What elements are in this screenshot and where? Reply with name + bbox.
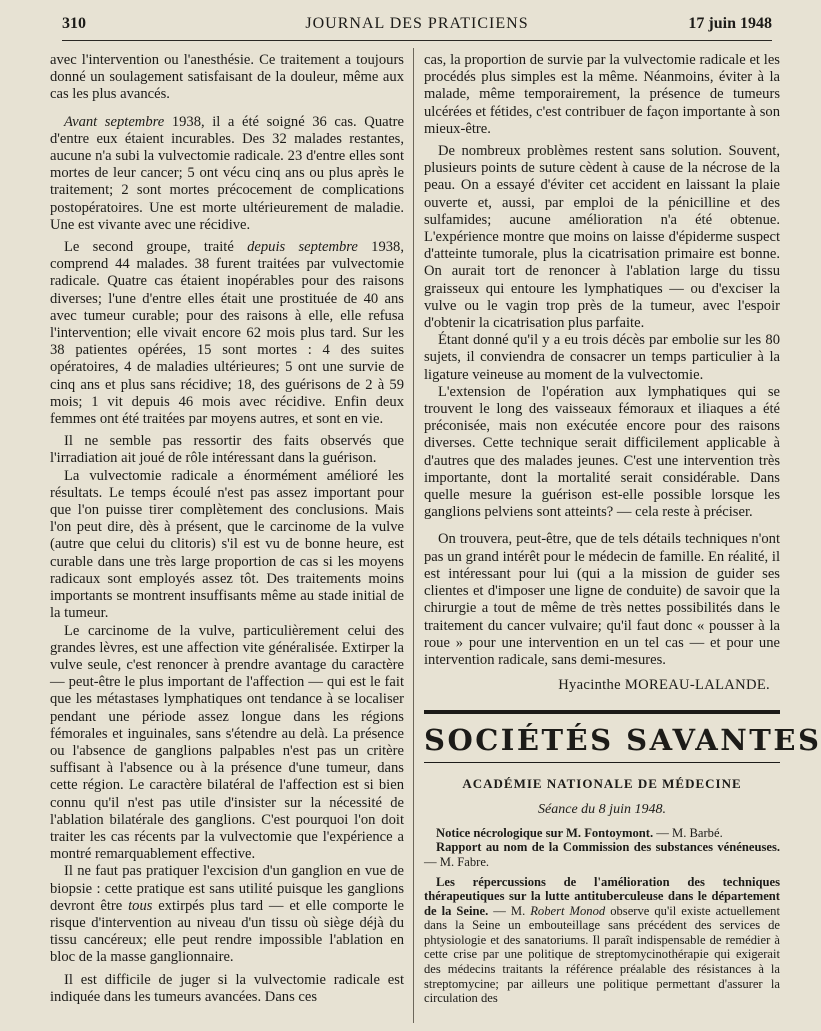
section-title: SOCIÉTÉS SAVANTES: [424, 723, 821, 758]
paragraph: avec l'intervention ou l'anesthésie. Ce traitement a toujours donné un soulagement satisfaisant de la douleur, même aux cas les plus avancés.: [50, 52, 404, 103]
paragraph: On trouvera, peut-être, que de tels détails techniques n'ont pas un grand intérêt pour le médecin de famille. En réalité, il est intéressant pour lui (qui a la mission de guider ses clientes et d'imposer une ligne de conduite) de savoir que la chirurgie a tout de même de très nettes possibilités dans le traitement du cancer vulvaire; qu'il faut donc « pousser à la roue » pour une intervention en un tel cas — et pour une intervention radicale, sans demi-mesures.: [424, 531, 780, 668]
paragraph: Le carcinome de la vulve, particulièrement celui des grandes lèvres, est une affection vite généralisée. Extirper la vulve seule, c'est renoncer à prendre avantage du caractère — peut-être le plus important de l'affection — qui est le fait que les métastases lymphatiques ont tendance à se localiser pendant une période assez longue dans les régions fémorales et inguinales, sans s'étendre au delà. La présence ou l'absence de ganglions palpables n'est pas un critère suffisant à l'absence ou à la présence d'une tumeur, dans cette région. Le caractère bilatéral de l'affection est si bien connu qu'il n'est pas utile d'insister sur la nécessité de l'ablation bilatérale des ganglions. C'est pourquoi l'on doit traiter les cas récents par la vulvectomie que l'expérience a montré remarquablement effective.: [50, 622, 404, 863]
right-column: [424, 52, 821, 1022]
paragraph-text: 1938, il a été soigné 36 cas. Quatre d'entre eux étaient incurables. Des 32 malades restantes, aucune n'a subi la vulvectomie radicale. 23 d'entre elles sont mortes de leur cancer; 5 ont vécu cinq ans ou plus après le traitement; 2 sont mortes précocement de complications postopératoires. Une est morte ultérieurement de maladie. Une est vivante avec une récidive.: [50, 113, 404, 233]
proceeding-item: [424, 875, 780, 1006]
section-rule: [424, 762, 780, 763]
issue-date: 17 juin 1948: [688, 15, 772, 32]
item-text: — M.: [488, 903, 531, 918]
paragraph-text: extirpés plus tard — et elle comporte le risque d'intervention au niveau d'un tissu où siège déjà du tissu cancéreux; elle peut rendre impossible l'ablation en bloc de la masse ganglionnaire.: [50, 897, 405, 966]
item-text: observe qu'il existe actuellement dans la Seine un embouteillage sans précédent des services de phtysiologie et des sanatoriums. Il paraît indispensable de remédier à cette crise par une politique de streptomycinothérapie qui exigerait des médecins traitants la référence préalable des résistances à la streptomycine; par ailleurs une politique permettant d'assurer la circulation des: [424, 903, 780, 1006]
page-number: 310: [62, 15, 86, 32]
page-header: [62, 12, 772, 41]
italic-text: Robert Monod: [530, 903, 606, 918]
proceeding-item: [424, 840, 780, 869]
item-title: Les répercussions de l'amélioration des techniques thérapeutiques sur la lutte antituberculeuse dans le département de la Seine.: [424, 874, 780, 918]
seance-date: Séance du 8 juin 1948.: [538, 801, 666, 817]
item-title: Rapport au nom de la Commission des substances vénéneuses.: [436, 840, 780, 855]
item-text: — M. Barbé.: [653, 825, 723, 840]
paragraph: [50, 239, 404, 428]
paragraph: [50, 863, 404, 966]
paragraph: Il ne semble pas ressortir des faits observés que l'irradiation ait joué de rôle intéressant dans la guérison.: [50, 433, 404, 467]
paragraph: cas, la proportion de survie par la vulvectomie radicale et les procédés plus simples est la même. Néanmoins, éviter à la malade, même temporairement, la présence de tumeurs ulcérées et fétides, c'est contribuer de façon importante à son mieux-être.: [424, 52, 780, 137]
italic-text: tous: [128, 897, 153, 914]
italic-text: Avant septembre: [64, 113, 165, 130]
italic-text: depuis septembre: [247, 239, 358, 256]
paragraph: Étant donné qu'il y a eu trois décès par embolie sur les 80 sujets, il conviendra de consacrer un temps particulier à la ligature veineuse au moment de la vulvectomie.: [424, 332, 780, 383]
paragraph-text: Le second groupe, traité: [64, 239, 248, 256]
paragraph: L'extension de l'opération aux lymphatiques qui se trouvent le long des vaisseaux fémoraux et iliaques a été préconisée, mais non exécutée encore pour des raisons diverses. Cette technique serait difficilement applicable à d'autres que des malades jeunes. C'est une intervention très importante, dont la mortalité serait considérable. Dans quelle mesure la guérison est-elle possible lorsque les ganglions pelviens sont atteints? — cela reste à préciser.: [424, 383, 780, 521]
paragraph: [50, 114, 404, 234]
paragraph: La vulvectomie radicale a énormément amélioré les résultats. Le temps écoulé n'est pas assez important pour que l'on puisse tirer complètement des conclusions. Mais l'on peut dire, dès à présent, que le carcinome de la vulve (autre que celui du clitoris) s'il est vu de bonne heure, est curable dans une très large proportion de cas si les moyens radicaux sont employés assez tôt. Des traitements moins importants se montrent insuffisants même au stade initial de la tumeur.: [50, 467, 404, 622]
proceeding-item: [424, 826, 780, 841]
author-signature: Hyacinthe MOREAU-LALANDE.: [558, 677, 770, 694]
section-rule: [424, 710, 780, 714]
item-title: Notice nécrologique sur M. Fontoymont.: [436, 825, 654, 840]
academy-heading: ACADÉMIE NATIONALE DE MÉDECINE: [462, 776, 742, 792]
item-text: — M. Fabre.: [424, 854, 490, 869]
proceedings: [424, 826, 780, 1006]
paragraph: De nombreux problèmes restent sans solution. Souvent, plusieurs points de suture cèdent à cause de la nécrose de la peau. On a essayé d'éviter cet accident en laissant la plaie ouverte et, aussi, par emploi de la pénicilline et des sulfamides; aucune amélioration n'a été obtenue. L'expérience montre que moins on laisse d'épiderme suspect d'atteinte tumorale, plus la cicatrisation primaire est bonne. On aurait tort de renoncer à l'ablation large du tissu graisseux qui entoure les lymphatiques — ou d'exciser la vulve ou le vagin trop près de la tumeur, avec l'espoir d'obtenir la cicatrisation plus parfaite.: [424, 143, 780, 332]
column-divider: [413, 48, 414, 1023]
paragraph: Il est difficile de juger si la vulvectomie radicale est indiquée dans les tumeurs avancées. Dans ces: [50, 971, 404, 1005]
paragraph-text: 1938, comprend 44 malades. 38 furent traitées par vulvectomie radicale. Quatre cas étaient inopérables pour des raisons diverses; l'une d'entre elles était une prostituée de 40 ans avec tumeur curable; pour des raisons à elle, elle refusa l'intervention; elle vivait encore 62 mois plus tard. Sur les 38 patientes opérées, 15 sont mortes : 4 des suites opératoires, 4 de maladies ultérieures; 5 ont une survie de cinq ans et plus sans récidive; 18, des guérisons de 2 à 59 mois; 1 vit depuis 46 mois avec récidive. Enfin deux femmes ont été traitées par moyens autres, et sont en vie.: [50, 239, 404, 428]
left-column: [50, 52, 404, 1022]
paragraph-text: Il ne faut pas pratiquer l'excision d'un ganglion en vue de biopsie : cette pratique est sans utilité puisque les ganglions devront être: [50, 863, 404, 914]
journal-title: JOURNAL DES PRATICIENS: [305, 15, 529, 32]
